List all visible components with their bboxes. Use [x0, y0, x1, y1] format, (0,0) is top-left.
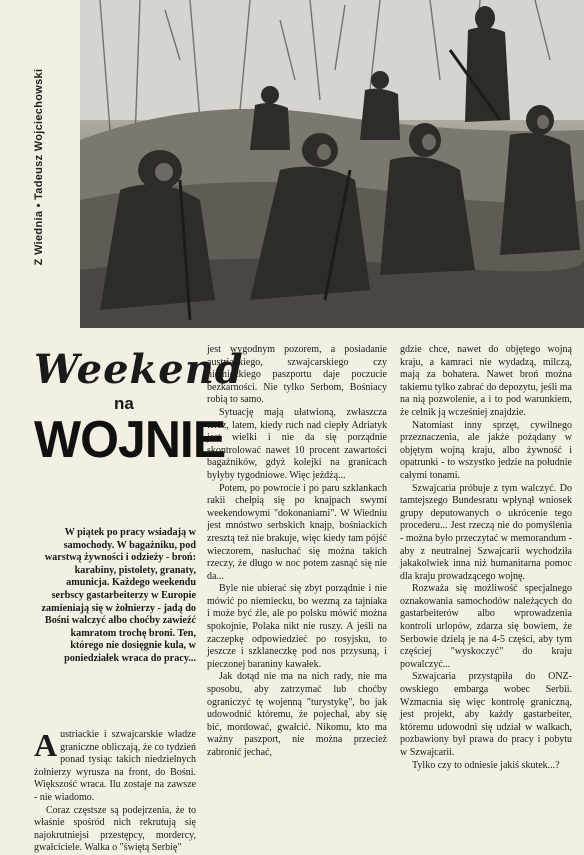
article-column-3 — [400, 344, 572, 772]
paragraph: Coraz częstsze są podejrzenia, że to właśnie spośród nich rekrutują się najokrutniejsi przestępcy, mordercy, gwałciciele. Walka o "świętą Serbię" — [34, 804, 196, 854]
byline-strip — [6, 6, 72, 328]
article-column-2 — [207, 344, 387, 760]
drop-cap: A — [34, 727, 58, 763]
headline-word-wojnie: WOJNIE — [34, 411, 226, 469]
paragraph: Austriackie i szwajcarskie władze graniczne obliczają, że co tydzień ponad tysiąc takich niedzielnych żołnierzy wyrusza na front, do Bośni. Większość wraca. Ilu zostaje na zawsze - nie wiadomo. — [34, 727, 196, 803]
paragraph: Tylko czy to odniesie jakiś skutek...? — [412, 759, 560, 771]
paragraph: jest wygodnym pozorem, a posiadanie austriackiego, szwajcarskiego czy niemieckiego paszportu daje poczucie bezkarności. Nie tylko Serbom, Bośniacy robią to samo. — [207, 344, 387, 406]
paragraph: Jak dotąd nie ma na nich rady, nie ma sposobu, aby zatrzymać lub choćby ograniczyć tę wojenną "turystykę", bo jak udowodnić któremu, że pojechał, aby się bić, mordować, gwałcić. Nikomu, kto ma ważny paszport, nie można przecież zabronić jechać, — [207, 671, 387, 758]
headline-word-na: na — [114, 394, 134, 413]
paragraph: Natomiast inny sprzęt, cywilnego przeznaczenia, ale jakże pożądany w objętym wojną kraju, albo żywność i opatrunki - to wszystko jedzie na południe całymi tonami. — [400, 419, 572, 481]
paragraph: Byle nie ubierać się zbyt porządnie i nie mówić po niemiecku, bo wezmą za tajniaka i może być źle, ale po polsku mówić można spokojnie, Polaka nikt nie ruszy. A jeśli na zaczepkę odpowiedzieć po rosyjsku, to jeszcze i szklaneczkę pod nos przysuną, i pieczonej baraniny kawałek. — [207, 583, 387, 670]
paragraph: Rozważa się możliwość specjalnego oznakowania samochodów należących do gastarbeiterów albo wprowadzenia kontroli urlopów, zdarza się bowiem, że Serbowie dzielą je na 4-5 części, aby tym częściej "wyskoczyć" do kraju powalczyć... — [400, 583, 572, 670]
headline — [30, 340, 244, 490]
headline-word-weekend: Weekend — [34, 346, 244, 393]
lead-paragraph: W piątek po pracy wsiadają w samochody. W bagażniku, pod warstwą żywności i odzieży - broń: karabiny, pistolety, granaty, amunicja. Każdego weekendu serbscy gastarbeiterzy w Europie zamieniają się w żołnierzy - jadą do Bośni walczyć albo choćby zawieźć kamratom trochę broni. Ten, którego nie dosięgnie kula, w poniedziałek wraca do pracy... — [41, 527, 196, 664]
soldiers-photo — [80, 0, 584, 328]
photo-illustration — [80, 0, 584, 328]
paragraph: Szwajcaria przystąpiła do ONZ-owskiego embarga wobec Serbii. Wzmacnia się więc kontrolę graniczną, jest projekt, aby każdy gastarbeiter, któremu udowodni się udział w walkach, pozbawiony był prawa do pracy i pobytu w Szwajcarii. — [400, 671, 572, 758]
article-column-1 — [34, 729, 196, 855]
paragraph: Potem, po powrocie i po paru szklankach rakii chełpią się po knajpach swymi weekendowymi "dokonaniami". W Wiedniu jest mnóstwo serbskich knajp, bośniackich zresztą też nie brakuje, więc kiedy tam pójść wieczorem, nasłuchać się można takich rzeczy, że długo w noc potem zasnąć się nie da... — [207, 482, 387, 582]
paragraph: Sytuację mają ułatwioną, zwłaszcza teraz, latem, kiedy ruch nad ciepły Adriatyk jest wielki i nie da się porządnie skontrolować nawet 10 procent zawartości bagażników, gdyż kolejki na granicach byłyby tygodniowe. Więc jeżdżą... — [207, 406, 387, 481]
paragraph: gdzie chce, nawet do objętego wojną kraju, a kamraci nie wydadzą, milczą, mają za bohatera. Nawet broń można takiemu tylko zabrać do depozytu, jeśli ma na nią pozwolenie, a i to pod warunkiem, że celnik ją wcześniej znajdzie. — [400, 344, 572, 418]
byline: Z Wiednia • Tadeusz Wojciechowski — [33, 68, 45, 266]
paragraph: Szwajcaria próbuje z tym walczyć. Do tamtejszego Bundesratu wpłynął wniosek grupy deputowanych o ukrócenie tego procederu... Jest rzeczą nie do pomyślenia - można było przeczytać w memorandum - aby z neutralnej Szwajcarii wychodziła jakakolwiek inna niż humanitarna pomoc dla kraju prowadzącego wojnę. — [400, 482, 572, 582]
